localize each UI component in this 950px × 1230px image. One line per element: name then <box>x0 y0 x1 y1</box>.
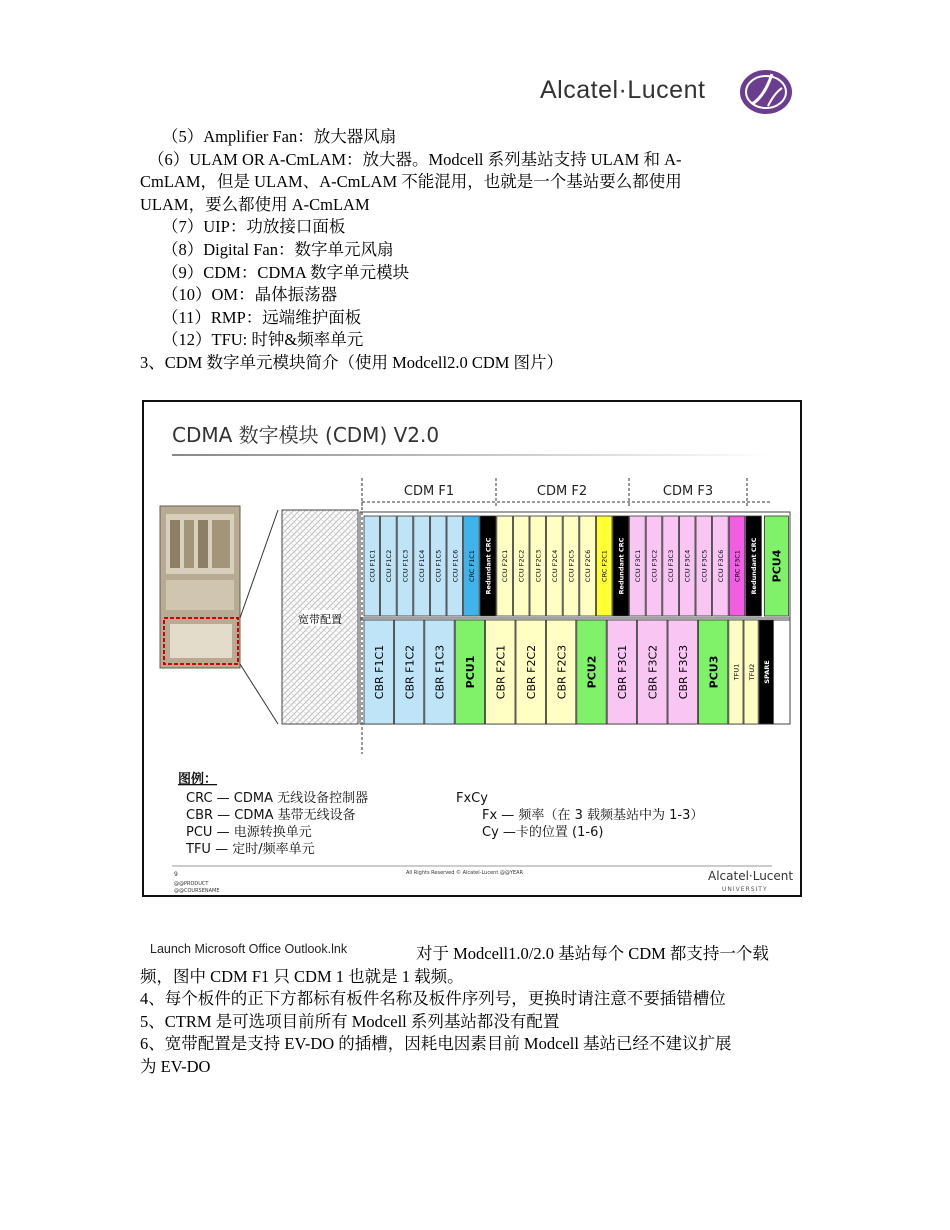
card-label: CBR F2C3 <box>555 644 569 700</box>
zoom-line-bottom <box>240 664 278 724</box>
text-line: 3、CDM 数字单元模块简介（使用 Modcell2.0 CDM 图片） <box>140 352 564 372</box>
card-label: Redundant CRC <box>617 537 626 595</box>
top-card <box>480 516 496 616</box>
legend-item: TFU — 定时/频率单元 <box>186 842 315 857</box>
card-label: CCU F2C4 <box>550 549 559 583</box>
card-label: CCU F3C3 <box>667 549 676 583</box>
card-label: CCU F1C5 <box>434 549 443 583</box>
top-card <box>381 516 397 616</box>
card-label: PCU3 <box>707 655 721 689</box>
top-card <box>447 516 463 616</box>
bottom-card <box>744 620 758 724</box>
top-card <box>729 516 745 616</box>
card-label: CCU F3C5 <box>700 549 709 583</box>
top-card <box>414 516 430 616</box>
card-label: CCU F1C4 <box>418 549 427 583</box>
top-card <box>646 516 662 616</box>
card-label: CCU F2C2 <box>517 549 526 583</box>
bottom-card <box>516 620 545 724</box>
group-header: CDM F1 <box>403 484 455 499</box>
card-label: CBR F3C1 <box>616 644 630 700</box>
text-line: CmLAM，但是 ULAM、A-CmLAM 不能混用，也就是一个基站要么都使用 <box>140 172 682 192</box>
bottom-card <box>394 620 423 724</box>
alcatel-lucent-logo <box>540 68 800 120</box>
card-label: Redundant CRC <box>484 537 493 595</box>
top-card <box>630 516 646 616</box>
card-label: PCU1 <box>464 655 478 689</box>
legend-item: PCU — 电源转换单元 <box>186 825 312 840</box>
card-label: TFU2 <box>747 663 756 681</box>
top-text-block <box>140 126 815 375</box>
card-label: CCU F2C6 <box>584 549 593 583</box>
legend-item: Cy —卡的位置 (1-6) <box>482 825 604 840</box>
text-line: （6）ULAM OR A-CmLAM：放大器。Modcell 系列基站支持 ULAM 和 A- <box>148 149 682 169</box>
group-header: CDM F3 <box>662 484 714 499</box>
logo-mark-icon <box>738 68 794 116</box>
wideband-label: 宽带配置 <box>298 613 342 626</box>
card-label: CRC F1C1 <box>467 550 476 582</box>
bottom-text-block <box>140 943 820 1079</box>
slide-footer <box>174 869 793 894</box>
top-card <box>746 516 762 616</box>
card-label: CBR F3C2 <box>646 644 660 700</box>
legend <box>178 771 703 857</box>
top-card <box>696 516 712 616</box>
card-label: CRC F3C1 <box>733 550 742 582</box>
top-card <box>580 516 596 616</box>
text-line: （7）UIP：功放接口面板 <box>162 217 346 237</box>
top-card <box>713 516 729 616</box>
card-label: CBR F1C2 <box>403 644 417 700</box>
text-line: 频，图中 CDM F1 只 CDM 1 也就是 1 载频。 <box>140 966 464 986</box>
bottom-card <box>425 620 454 724</box>
slide-title: CDMA 数字模块 (CDM) V2.0 <box>172 423 440 447</box>
bottom-card <box>486 620 515 724</box>
top-card <box>547 516 563 616</box>
top-card <box>364 516 380 616</box>
legend-item: CRC — CDMA 无线设备控制器 <box>186 791 369 806</box>
text-line: 5、CTRM 是可选项目前所有 Modcell 系列基站都没有配置 <box>140 1011 560 1031</box>
bottom-card <box>729 620 743 724</box>
card-label: CBR F2C1 <box>494 644 508 700</box>
card-label: CBR F1C1 <box>372 644 386 700</box>
card-label: CCU F3C2 <box>650 549 659 583</box>
card-label: Redundant CRC <box>750 537 759 595</box>
cdm-diagram <box>144 402 800 895</box>
outlook-shortcut-link[interactable]: Launch Microsoft Office Outlook.lnk <box>150 942 348 956</box>
card-label: CCU F2C5 <box>567 549 576 583</box>
footer-brand: Alcatel·Lucent <box>708 869 794 883</box>
card-label: CBR F1C3 <box>433 644 447 700</box>
card-label: TFU1 <box>732 663 741 681</box>
card-label: CBR F3C3 <box>676 644 690 700</box>
legend-title: 图例： <box>178 772 218 787</box>
card-label: CBR F2C2 <box>524 644 538 700</box>
top-card <box>563 516 579 616</box>
top-card <box>430 516 446 616</box>
bottom-card <box>698 620 727 724</box>
bottom-card <box>546 620 575 724</box>
top-card <box>596 516 612 616</box>
top-card <box>764 516 788 616</box>
text-line: （8）Digital Fan：数字单元风扇 <box>162 239 394 259</box>
text-line: （9）CDM：CDMA 数字单元模块 <box>162 262 410 282</box>
text-line: 6、宽带配置是支持 EV-DO 的插槽，因耗电因素目前 Modcell 基站已经不建议扩展 <box>140 1034 732 1054</box>
bottom-card <box>668 620 697 724</box>
title-rule <box>172 454 772 456</box>
footer-product: @@PRODUCT <box>174 881 209 887</box>
logo-text: Alcatel·Lucent <box>540 76 706 104</box>
legend-item: FxCy <box>456 791 488 806</box>
bottom-card <box>759 620 773 724</box>
card-label: CCU F3C1 <box>633 549 642 583</box>
cdm-slide-image <box>142 400 802 897</box>
card-label: CCU F1C1 <box>368 549 377 583</box>
card-label: PCU4 <box>770 549 784 583</box>
footer-rights: All Rights Reserved © Alcatel-Lucent @@YEAR <box>406 870 523 876</box>
card-label: SPARE <box>762 660 771 684</box>
card-label: CCU F3C6 <box>716 549 725 583</box>
footer-page: 9 <box>174 871 178 878</box>
bottom-card <box>577 620 606 724</box>
top-card-row <box>360 512 790 620</box>
text-line: 4、每个板件的正下方都标有板件名称及板件序列号，更换时请注意不要插错槽位 <box>140 989 726 1009</box>
card-label: PCU2 <box>585 655 599 689</box>
text-line: 对于 Modcell1.0/2.0 基站每个 CDM 都支持一个载 <box>416 944 769 963</box>
group-header: CDM F2 <box>536 484 588 499</box>
card-label: CCU F2C3 <box>534 549 543 583</box>
bottom-card <box>638 620 667 724</box>
zoom-line-top <box>240 510 278 618</box>
top-card <box>530 516 546 616</box>
text-line: （11）RMP：远端维护面板 <box>162 307 362 327</box>
top-card <box>679 516 695 616</box>
bottom-card <box>455 620 484 724</box>
card-label: CRC F2C1 <box>600 550 609 582</box>
top-card <box>497 516 513 616</box>
footer-brand-sub: UNIVERSITY <box>722 886 768 893</box>
legend-item: Fx — 频率（在 3 载频基站中为 1-3） <box>482 808 704 823</box>
legend-item: CBR — CDMA 基带无线设备 <box>186 808 356 823</box>
top-card <box>613 516 629 616</box>
footer-course: @@COURSENAME <box>174 888 220 894</box>
text-line: （12）TFU: 时钟&频率单元 <box>162 330 364 350</box>
text-line: ULAM，要么都使用 A-CmLAM <box>140 194 370 214</box>
top-card <box>464 516 480 616</box>
top-card <box>663 516 679 616</box>
top-card <box>397 516 413 616</box>
text-line: （5）Amplifier Fan：放大器风扇 <box>162 127 397 146</box>
text-line: （10）OM：晶体振荡器 <box>162 285 338 305</box>
bottom-card-row <box>360 618 790 724</box>
bottom-card <box>364 620 393 724</box>
cabinet-photo <box>160 506 240 668</box>
card-label: CCU F2C1 <box>501 549 510 583</box>
card-label: CCU F1C3 <box>401 549 410 583</box>
top-card <box>513 516 529 616</box>
card-label: CCU F1C6 <box>451 549 460 583</box>
card-label: CCU F3C4 <box>683 549 692 583</box>
bottom-card <box>607 620 636 724</box>
card-label: CCU F1C2 <box>384 549 393 583</box>
text-line: 为 EV-DO <box>140 1056 211 1076</box>
